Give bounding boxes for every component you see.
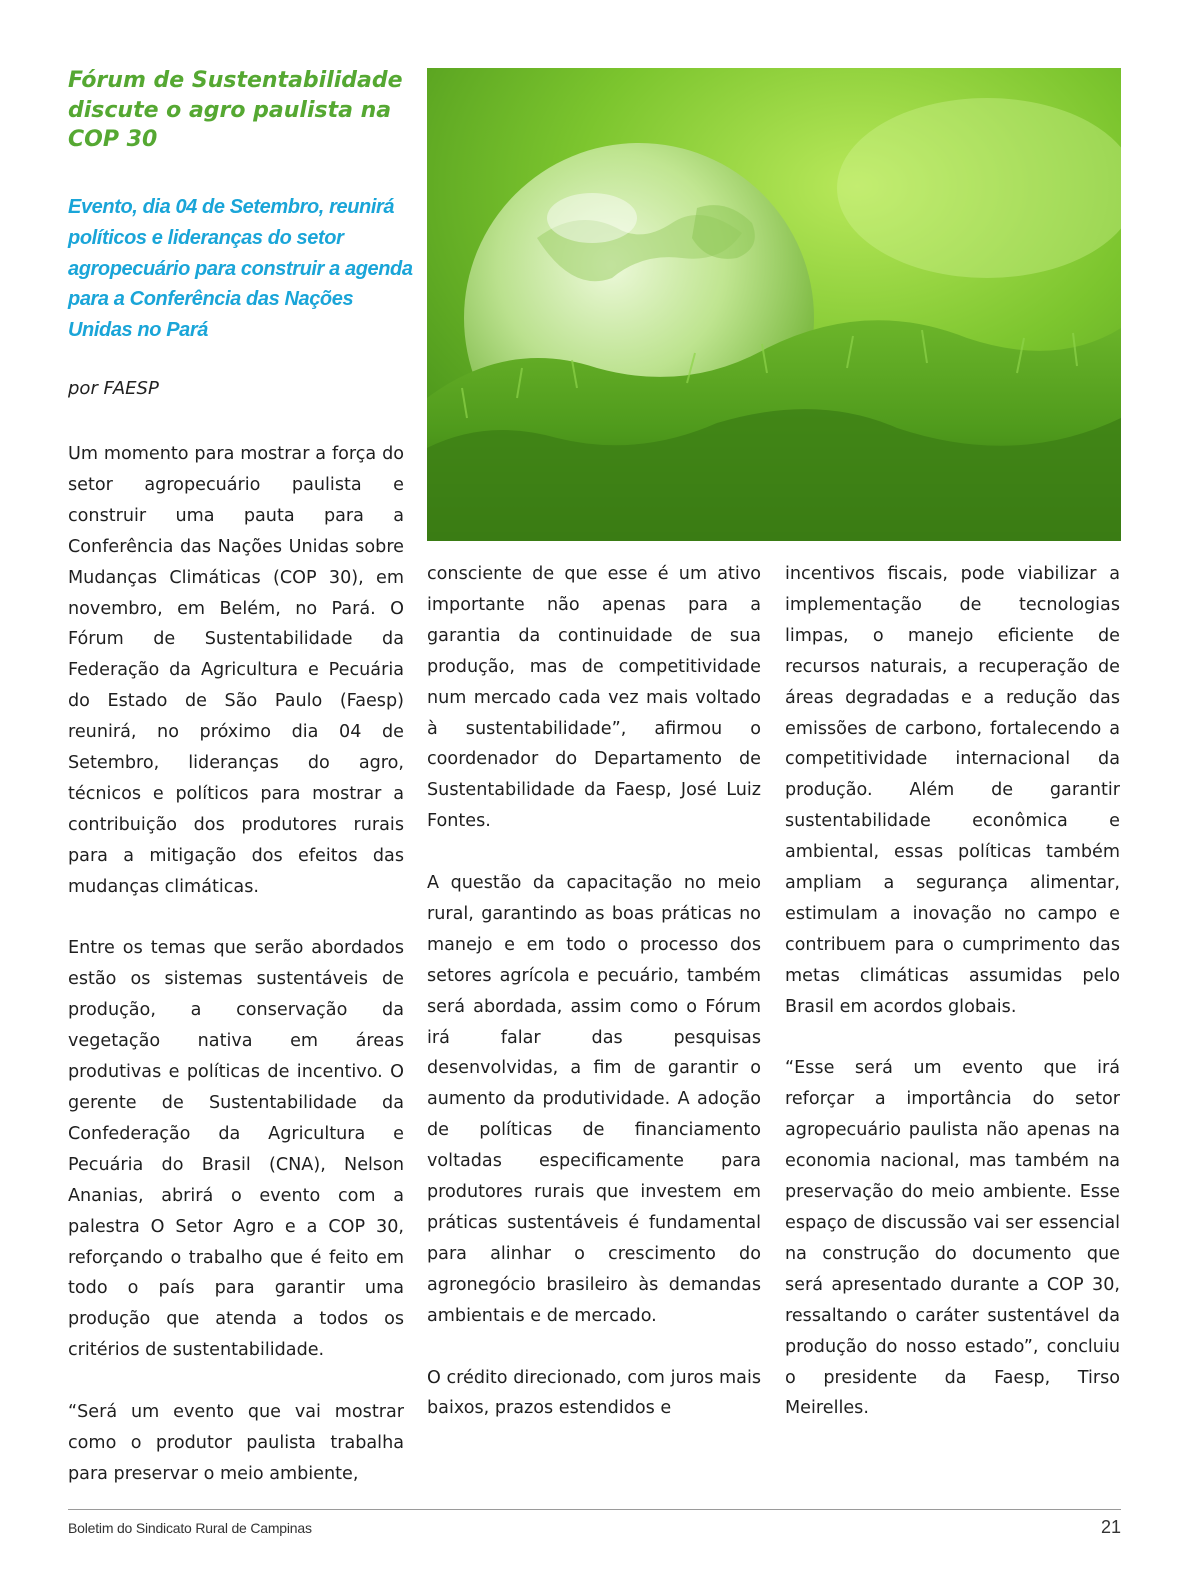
- article-subtitle: Evento, dia 04 de Setembro, reunirá políticos e lideranças do setor agropecuário para construir a agenda para a Conferência das Nações Unidas no Pará: [68, 196, 413, 342]
- article-byline: por FAESP: [68, 378, 159, 399]
- paragraph: consciente de que esse é um ativo importante não apenas para a garantia da continuidade de sua produção, mas de competitividade num mercado cada vez mais voltado à sustentabilidade”, afirmou o coordenador do Departamento de Sustentabilidade da Faesp, José Luiz Fontes.: [427, 564, 761, 832]
- paragraph: “Será um evento que vai mostrar como o produtor paulista trabalha para preservar o meio ambiente,: [68, 1402, 404, 1484]
- paragraph: Um momento para mostrar a força do setor agropecuário paulista e construir uma pauta para a Conferência das Nações Unidas sobre Mudanças Climáticas (COP 30), em novembro, em Belém, no Pará. O Fórum de Sustentabilidade da Federação da Agricultura e Pecuária do Estado de São Paulo (Faesp) reunirá, no próximo dia 04 de Setembro, lideranças do agro, técnicos e políticos para mostrar a contribuição dos produtores rurais para a mitigação dos efeitos das mudanças climáticas.: [68, 444, 404, 897]
- article-column-3: [785, 559, 1120, 1491]
- footer-publication: Boletim do Sindicato Rural de Campinas: [68, 1520, 312, 1536]
- article-photo: [427, 68, 1121, 541]
- paragraph: incentivos fiscais, pode viabilizar a implementação de tecnologias limpas, o manejo eficiente de recursos naturais, a recuperação de áreas degradadas e a redução das emissões de carbono, fortalecendo a competitividade internacional da produção. Além de garantir sustentabilidade econômica e ambiental, essas políticas também ampliam a segurança alimentar, estimulam a inovação no campo e contribuem para o cumprimento das metas climáticas assumidas pelo Brasil em acordos globais.: [785, 564, 1120, 1017]
- footer-divider: [68, 1509, 1121, 1510]
- paragraph: O crédito direcionado, com juros mais baixos, prazos estendidos e: [427, 1367, 761, 1419]
- paragraph: “Esse será um evento que irá reforçar a importância do setor agropecuário paulista não apenas na economia nacional, mas também na preservação do meio ambiente. Esse espaço de discussão vai ser essencial na construção do documento que será apresentado durante a COP 30, ressaltando o caráter sustentável da produção do nosso estado”, concluiu o presidente da Faesp, Tirso Meirelles.: [785, 1058, 1120, 1419]
- glass-globe-on-moss-photo: [427, 68, 1121, 541]
- page-number: 21: [1100, 1517, 1121, 1537]
- article-title: Fórum de Sustentabilidade discute o agro paulista na COP 30: [68, 68, 403, 153]
- article-column-2: [427, 559, 761, 1491]
- paragraph: Entre os temas que serão abordados estão os sistemas sustentáveis de produção, a conservação da vegetação nativa em áreas produtivas e políticas de incentivo. O gerente de Sustentabilidade da Confederação da Agricultura e Pecuária do Brasil (CNA), Nelson Ananias, abrirá o evento com a palestra O Setor Agro e a COP 30, reforçando o trabalho que é feito em todo o país para garantir uma produção que atenda a todos os critérios de sustentabilidade.: [68, 938, 404, 1361]
- paragraph: A questão da capacitação no meio rural, garantindo as boas práticas no manejo e em todo o processo dos setores agrícola e pecuário, também será abordada, assim como o Fórum irá falar das pesquisas desenvolvidas, a fim de garantir o aumento da produtividade. A adoção de políticas de financiamento voltadas especificamente para produtores rurais que investem em práticas sustentáveis é fundamental para alinhar o crescimento do agronegócio brasileiro às demandas ambientais e de mercado.: [427, 873, 761, 1326]
- article-column-1: [68, 439, 404, 1491]
